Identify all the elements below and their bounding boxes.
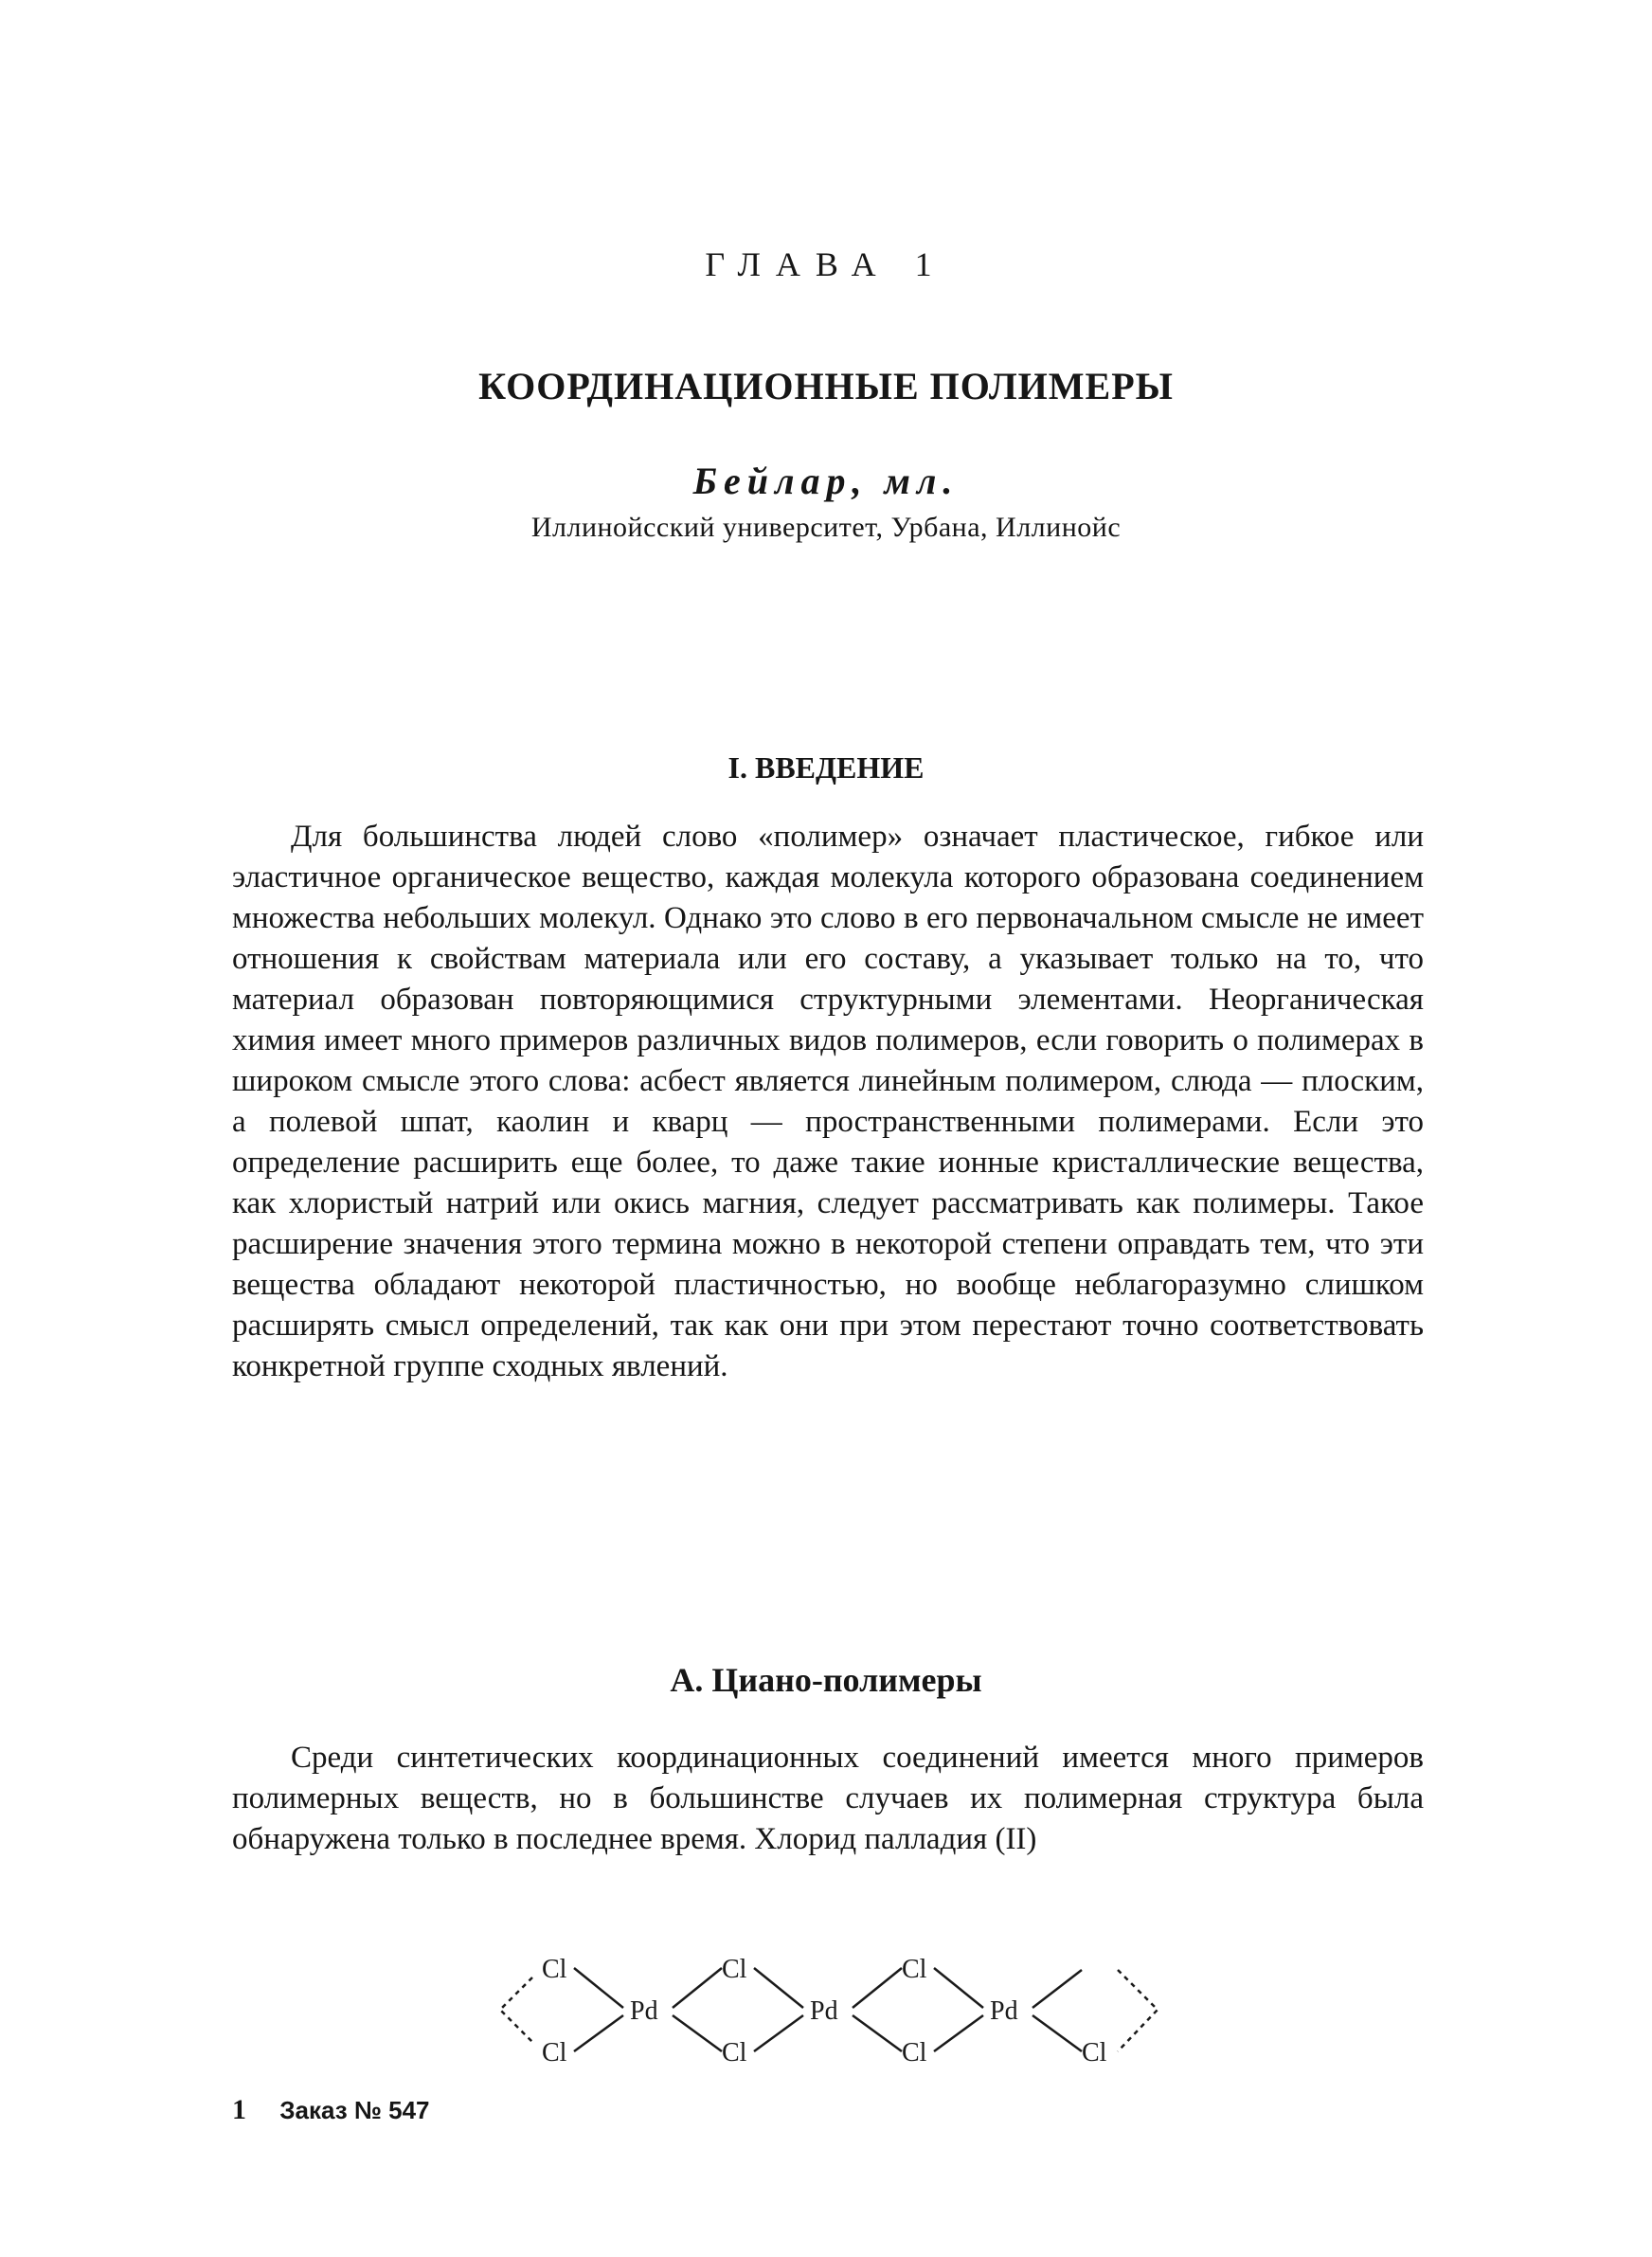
bond: [1032, 2015, 1082, 2051]
bond: [1032, 1970, 1082, 2008]
print-order-number: Заказ № 547: [279, 2096, 430, 2124]
atom-pd-3: Pd: [990, 1996, 1018, 2026]
chapter-title: КООРДИНАЦИОННЫЕ ПОЛИМЕРЫ: [478, 365, 1174, 407]
atom-cl-bottom-3: Cl: [902, 2038, 927, 2067]
author-name: Бейлар, мл.: [692, 460, 960, 502]
bond: [574, 2015, 623, 2051]
atom-cl-bottom-4: Cl: [1082, 2038, 1107, 2067]
bond: [934, 1968, 983, 2008]
dashed-bond-right: [1118, 1970, 1158, 2051]
signature-mark: 1: [232, 2094, 246, 2125]
atom-cl-top-1: Cl: [542, 1955, 567, 1984]
bond: [673, 1968, 722, 2008]
atom-pd-2: Pd: [810, 1996, 838, 2026]
paragraph-introduction: Для большинства людей слово «полимер» означает пластическое, гибкое или эластичное органическое вещество, каждая молекула которого образована соединением множества небольших молекул. Однако это слово в его первоначальном смысле не имеет отношения к свойствам материала или его составу, а указывает только на то, что материал образован повторяющимися структурными элементами. Неорганическая химия имеет много примеров различных видов полимеров, если говорить о полимерах в широком смысле этого слова: асбест является линейным полимером, слюда — плоским, а полевой шпат, каолин и кварц — пространственными полимерами. Если это определение расширить еще более, то даже такие ионные кристаллические вещества, как хлористый натрий или окись магния, следует рассматривать как полимеры. Такое расширение значения этого термина можно в некоторой степени оправдать тем, что эти вещества обладают некоторой пластичностью, но вообще неблагоразумно слишком расширять смысл определений, так как они при этом перестают точно соответствовать конкретной группе сходных явлений.: [232, 820, 1424, 1383]
atom-cl-top-3: Cl: [902, 1955, 927, 1984]
chapter-label: ГЛАВА 1: [705, 245, 947, 283]
bond: [934, 2015, 983, 2051]
atom-pd-1: Pd: [630, 1996, 658, 2026]
bond: [754, 1968, 803, 2008]
bond: [853, 2015, 902, 2051]
section-heading-introduction: I. ВВЕДЕНИЕ: [727, 750, 925, 785]
author-affiliation: Иллинойсский университет, Урбана, Иллинойс: [530, 512, 1122, 543]
bond: [574, 1968, 623, 2008]
atom-cl-top-2: Cl: [722, 1955, 747, 1984]
paragraph-cyano-polymers: Среди синтетических координационных соединений имеется много примеров полимерных веществ, но в большинстве случаев их полимерная структура была обнаружена только в последнее время. Хлорид палладия (II): [232, 1741, 1424, 1856]
bond: [673, 2015, 722, 2051]
palladium-chloride-structure-diagram: [474, 1928, 1194, 2099]
section-heading-cyano-polymers: А. Циано-полимеры: [670, 1661, 982, 1699]
bond: [853, 1968, 902, 2008]
atom-cl-bottom-2: Cl: [722, 2038, 747, 2067]
dashed-bond-left: [500, 1977, 532, 2042]
bond: [754, 2015, 803, 2051]
page-footer: [232, 2094, 430, 2126]
atom-cl-bottom-1: Cl: [542, 2038, 567, 2067]
